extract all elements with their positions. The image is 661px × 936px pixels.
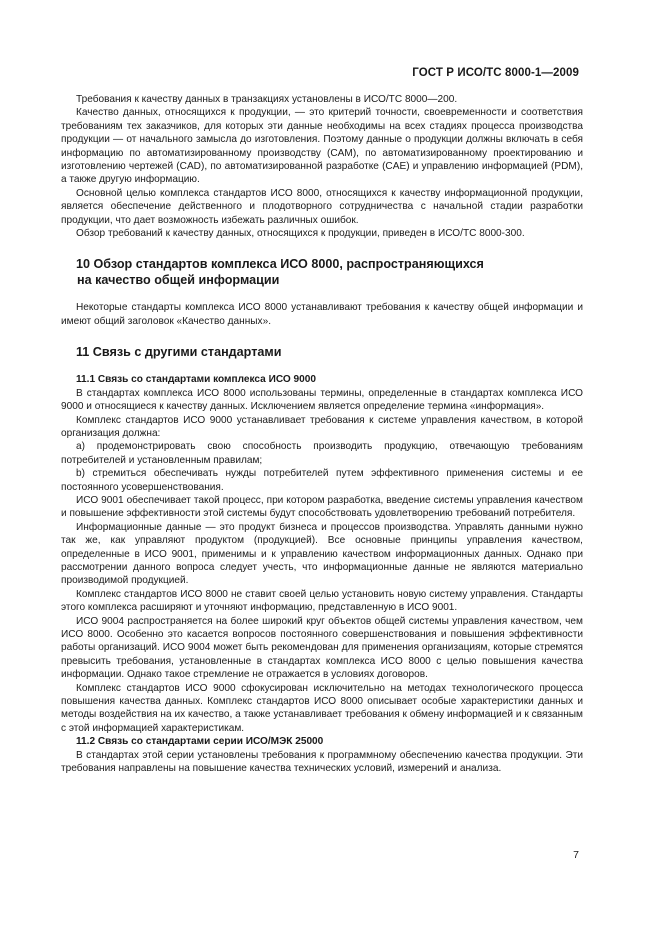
list-item-a: a) продемонстрировать свою способность производить продукцию, отвечающую требованиям потребителей и установленным правилам; <box>61 441 583 466</box>
page-number: 7 <box>573 849 579 861</box>
section-11-1-paragraph: Комплекс стандартов ИСО 8000 не ставит своей целью установить новую систему управления. Стандарты этого комплекса расширяют и уточняют информацию, представленную в ИСО 9001. <box>61 588 583 614</box>
section-10-paragraph: Некоторые стандарты комплекса ИСО 8000 устанавливают требования к качеству общей информации и имеют общий заголовок «Качество данных». <box>61 302 583 327</box>
section-11-1-paragraph: ИСО 9004 распространяется на более широкий круг объектов общей системы управления качеством, чем ИСО 8000. Особенно это касается вопросов постоянного совершенствования и повышения эффективности работы организаций. ИСО 9004 может быть рекомендован для применения организациям, которые стремятся превысить требования, установленные в стандартах комплекса ИСО 8000 с целью повышения качества информации. Однако такое стремление не отражается в условиях договоров. <box>61 615 583 681</box>
intro-paragraph: Качество данных, относящихся к продукции, — это критерий точности, своевременности и соответствия требованиям тех заказчиков, для которых эти данные необходимы на всех стадиях процесса производства продукции — от начального замысла до изготовления. Поэтому данные о продукции должны включать в себя информацию по автоматизированному производству (CAM), по автоматизированному проектированию и изготовлению чертежей (CAD), по автоматизированной разработке (CAE) и управлению информацией (PDM), а также другую информацию. <box>61 107 583 186</box>
section-11-1-paragraph: ИСО 9001 обеспечивает такой процесс, при котором разработка, введение системы управления качеством и повышение эффективности этой системы будут способствовать удовлетворению требований потребителя. <box>61 494 583 520</box>
section-11-1-heading: 11.1 Связь со стандартами комплекса ИСО 9000 <box>76 374 316 386</box>
section-11-1-paragraph: Комплекс стандартов ИСО 9000 устанавливает требования к системе управления качеством, в которой организация должна: <box>61 414 583 439</box>
page-content <box>61 93 583 775</box>
section-11-heading: 11 Связь с другими стандартами <box>76 345 282 360</box>
section-11-2-paragraph: В стандартах этой серии установлены требования к программному обеспечению качества продукции. Эти требования направлены на повышение качества технических условий, измерений и анализа. <box>61 749 583 775</box>
standard-code-header: ГОСТ Р ИСО/ТС 8000-1—2009 <box>412 67 579 79</box>
section-11-1-paragraph: В стандартах комплекса ИСО 8000 использованы термины, определенные в стандартах комплекса ИСО 9000 и относящиеся к качеству данных. Исключением является определение термина «информация». <box>61 387 583 413</box>
section-11-1-paragraph: Комплекс стандартов ИСО 9000 сфокусирован исключительно на методах технологического процесса повышения качества данных. Комплекс стандартов ИСО 8000 описывает особые характеристики данных и методы воздействия на их качество, а также устанавливает требования к обмену информацией и к связанным с этой информацией характеристикам. <box>61 682 583 734</box>
intro-paragraph: Основной целью комплекса стандартов ИСО 8000, относящихся к качеству информационной продукции, является обеспечение действенного и плодотворного сотрудничества с начальной стадии разработки продукции, что дает возможность избежать различных ошибок. <box>61 187 583 226</box>
intro-paragraph: Требования к качеству данных в транзакциях установлены в ИСО/ТС 8000—200. <box>76 94 458 105</box>
section-11-2-heading: 11.2 Связь со стандартами серии ИСО/МЭК 25000 <box>76 736 324 748</box>
section-10-title-line2: на качество общей информации <box>77 273 280 288</box>
list-item-b: b) стремиться обеспечивать нужды потребителей путем эффективного применения системы и ее постоянного усовершенствования. <box>61 468 583 493</box>
section-10-title-line1: 10 Обзор стандартов комплекса ИСО 8000, распространяющихся <box>76 257 484 272</box>
intro-paragraph: Обзор требований к качеству данных, относящихся к продукции, приведен в ИСО/ТС 8000-300. <box>76 228 525 240</box>
section-10-heading <box>61 256 583 288</box>
section-11-1-paragraph: Информационные данные — это продукт бизнеса и процессов производства. Управлять данными нужно так же, как управляют продуктом (продукцией). Все основные принципы управления качеством, определенные в ИСО 9001, применимы и к управлению качеством информационных данных. Однако при рассмотрении данного вопроса следует учесть, что информационные данные не являются материально производимой продукцией. <box>61 521 583 587</box>
